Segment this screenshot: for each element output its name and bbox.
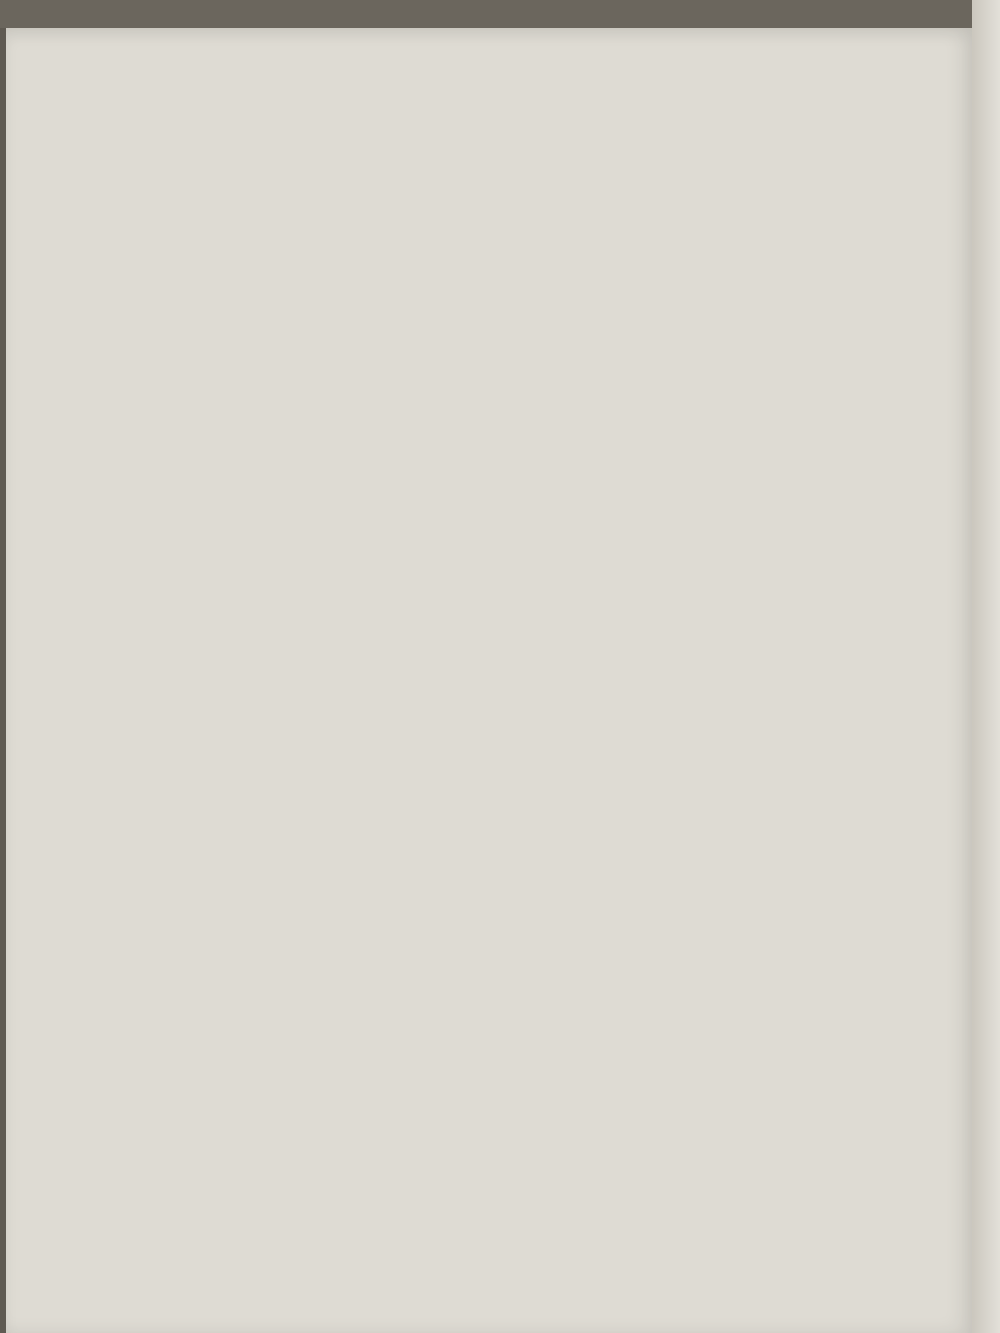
page-edge	[972, 0, 1000, 1333]
book-page	[6, 28, 972, 1333]
background-strip	[0, 0, 1000, 28]
table-of-contents	[188, 92, 850, 96]
